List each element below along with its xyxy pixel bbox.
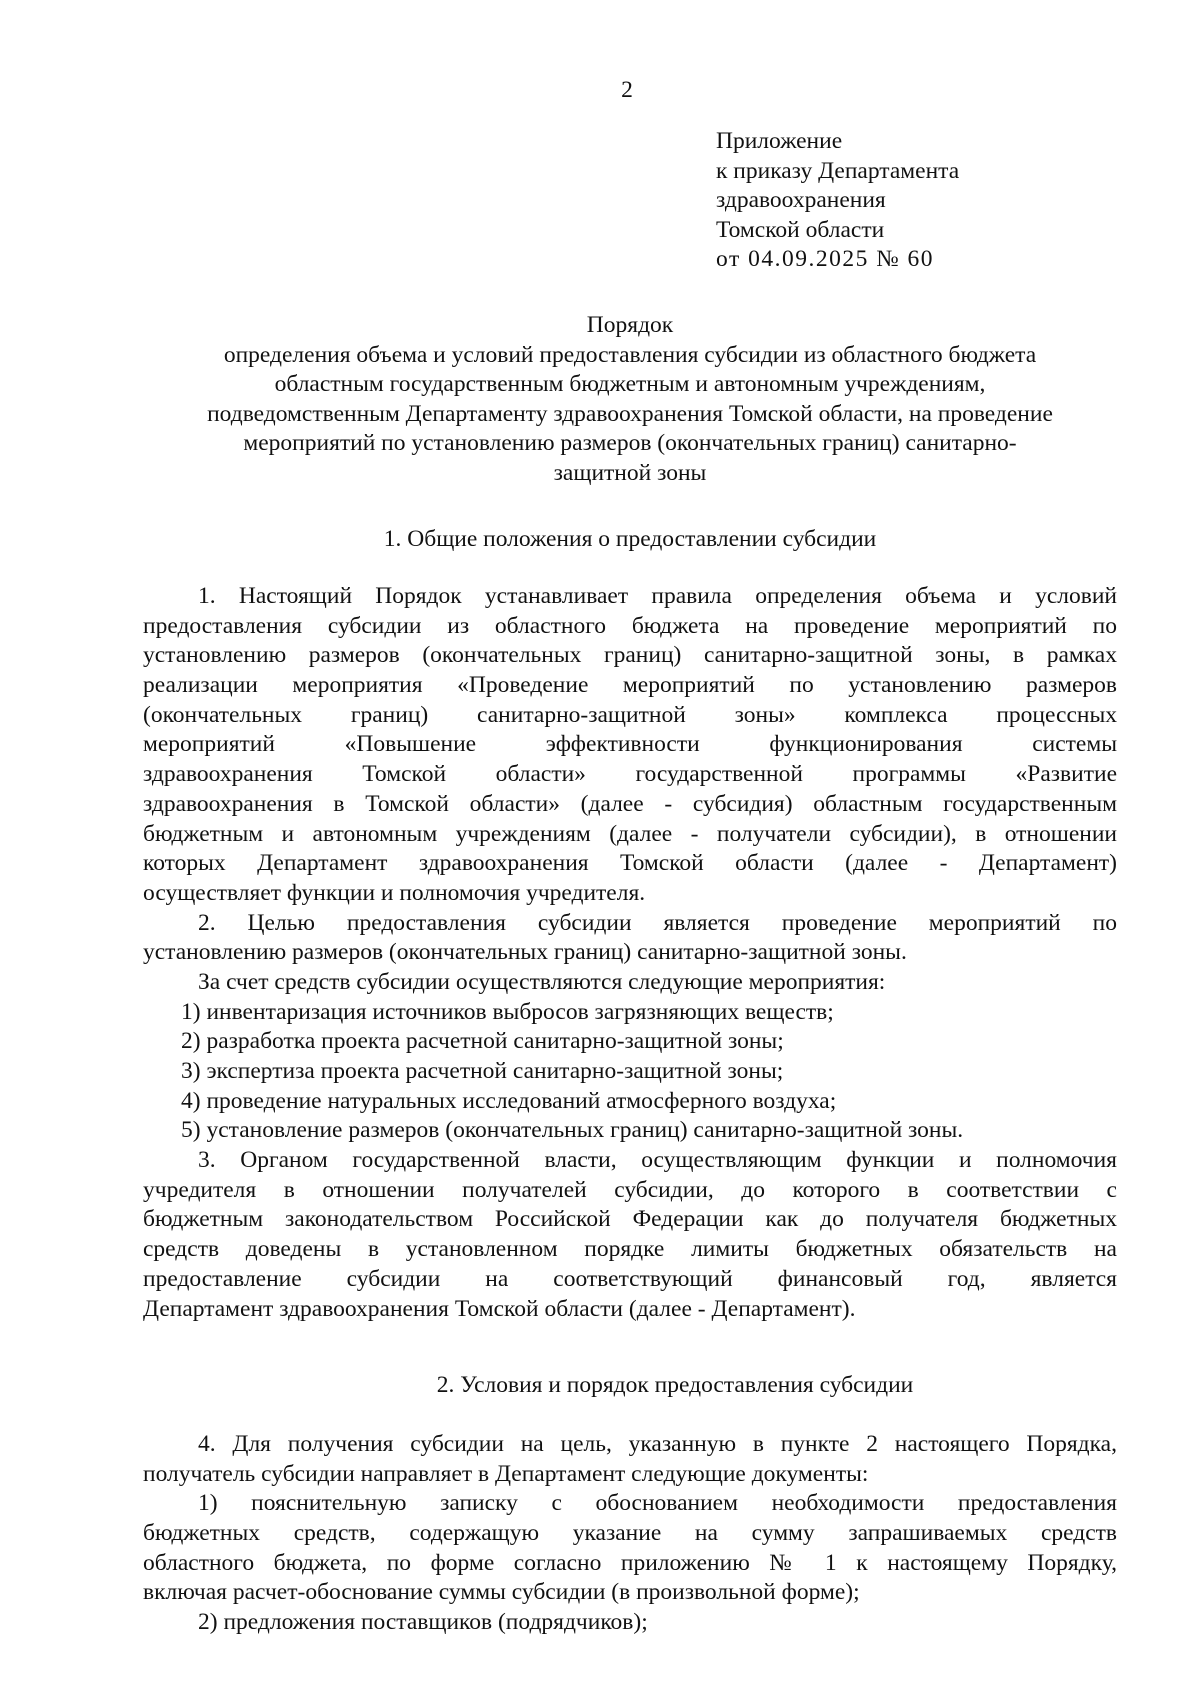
text-line: получатель субсидии направляет в Департамент следующие документы: — [143, 1460, 869, 1487]
text-line: 1. Настоящий Порядок устанавливает правила определения объема и условий — [198, 583, 1117, 609]
title-line: областным государственным бюджетным и автономным учреждениям, — [274, 371, 986, 398]
text-line: областного бюджета, по форме согласно приложению № 1 к настоящему Порядку, — [143, 1549, 1117, 1576]
text-line: реализации мероприятия «Проведение мероприятий по установлению размеров — [143, 672, 1117, 699]
section-2-body — [143, 1430, 1117, 1638]
text-line: предоставление субсидии на соответствующий финансовый год, является — [143, 1265, 1117, 1292]
text-line: мероприятий «Повышение эффективности функционирования системы — [143, 731, 1117, 758]
appendix-line: Томской области — [716, 216, 885, 243]
section-1-body — [143, 582, 1117, 1324]
text-line: средств доведены в установленном порядке лимиты бюджетных обязательств на — [143, 1236, 1117, 1263]
text-line: 4. Для получения субсидии на цель, указанную в пункте 2 настоящего Порядка, — [198, 1431, 1117, 1457]
text-line: бюджетным законодательством Российской Федерации как до получателя бюджетных — [143, 1206, 1117, 1233]
text-line: предоставления субсидии из областного бюджета на проведение мероприятий по — [143, 612, 1117, 639]
text-line: установлению размеров (окончательных границ) санитарно-защитной зоны. — [143, 939, 907, 966]
title-line: определения объема и условий предоставления субсидии из областного бюджета — [223, 341, 1037, 368]
text-line: которых Департамент здравоохранения Томской области (далее - Департамент) — [143, 850, 1117, 877]
text-line: Департамент здравоохранения Томской области (далее - Департамент). — [143, 1295, 856, 1322]
text-line: За счет средств субсидии осуществляются следующие мероприятия: — [198, 968, 886, 995]
text-line: учредителя в отношении получателей субсидии, до которого в соответствии с — [143, 1176, 1117, 1203]
appendix-line: к приказу Департамента — [716, 157, 960, 184]
text-line: бюджетных средств, содержащую указание на сумму запрашиваемых средств — [143, 1520, 1117, 1547]
text-line: 3. Органом государственной власти, осуществляющим функции и полномочия — [198, 1147, 1117, 1174]
text-line: установлению размеров (окончательных границ) санитарно-защитной зоны, в рамках — [143, 642, 1117, 669]
appendix-date-number: от 04.09.2025 № 60 — [716, 246, 935, 273]
text-line: осуществляет функции и полномочия учредителя. — [143, 879, 646, 906]
title-line: мероприятий по установлению размеров (окончательных границ) санитарно- — [243, 430, 1017, 457]
page-number: 2 — [621, 77, 633, 103]
list-item: 3) экспертиза проекта расчетной санитарно-защитной зоны; — [181, 1058, 784, 1084]
list-item: 4) проведение натуральных исследований атмосферного воздуха; — [181, 1087, 837, 1114]
text-line: 2. Целью предоставления субсидии является проведение мероприятий по — [198, 909, 1117, 936]
list-item: 2) разработка проекта расчетной санитарно-защитной зоны; — [181, 1028, 784, 1055]
text-line: здравоохранения Томской области» государственной программы «Развитие — [143, 761, 1117, 788]
list-item: 1) инвентаризация источников выбросов загрязняющих веществ; — [181, 998, 834, 1025]
title-line: подведомственным Департаменту здравоохранения Томской области, на проведение — [207, 400, 1053, 427]
appendix-line: здравоохранения — [716, 187, 886, 214]
text-line: 1) пояснительную записку с обоснованием необходимости предоставления — [198, 1490, 1117, 1517]
title-line: защитной зоны — [553, 459, 707, 486]
title-line: Порядок — [586, 312, 674, 338]
section-2-heading: 2. Условия и порядок предоставления субсидии — [436, 1372, 914, 1398]
text-line: бюджетным и автономным учреждениям (далее - получатели субсидии), в отношении — [143, 820, 1117, 847]
appendix-header — [716, 127, 959, 275]
document-title — [140, 311, 1120, 489]
appendix-line: Приложение — [716, 128, 843, 154]
text-line: включая расчет-обоснование суммы субсидии (в произвольной форме); — [143, 1579, 860, 1606]
section-1-heading: 1. Общие положения о предоставлении субсидии — [383, 526, 877, 552]
text-line: (окончательных границ) санитарно-защитной зоны» комплекса процессных — [143, 701, 1117, 728]
text-line: 2) предложения поставщиков (подрядчиков); — [198, 1609, 648, 1636]
list-item: 5) установление размеров (окончательных границ) санитарно-защитной зоны. — [181, 1117, 964, 1144]
text-line: здравоохранения в Томской области» (далее - субсидия) областным государственным — [143, 790, 1117, 817]
